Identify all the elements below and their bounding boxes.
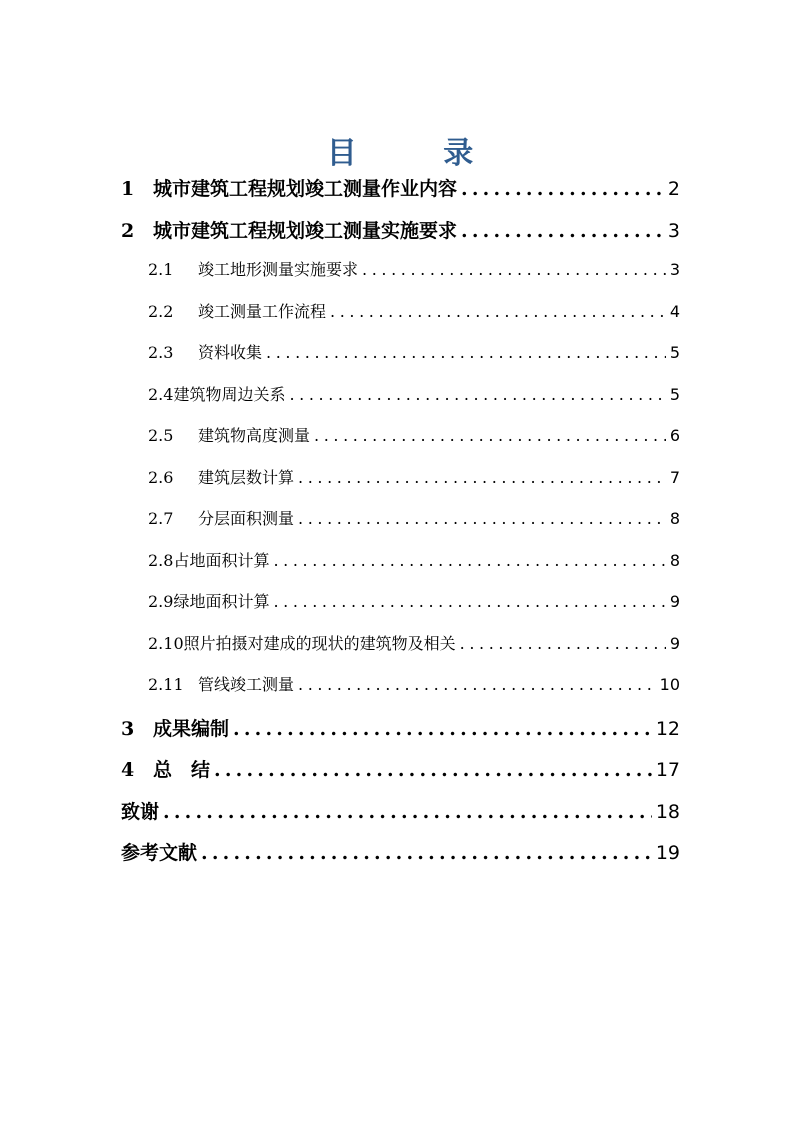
toc-entry[interactable] — [121, 797, 680, 839]
toc-entry-page: 3 — [667, 219, 680, 242]
toc-entry[interactable] — [121, 631, 680, 673]
toc-entry-number: 2.9 — [148, 592, 174, 611]
toc-dot-leader — [214, 759, 652, 781]
toc-entry-title: 城市建筑工程规划竣工测量实施要求 — [153, 219, 458, 242]
toc-entry-number: 2.11 — [148, 675, 184, 694]
toc-entry-title: 竣工测量工作流程 — [198, 301, 327, 321]
toc-entry-title: 建筑层数计算 — [198, 467, 295, 487]
toc-entry-number: 2.10 — [148, 633, 184, 653]
toc-entry-number: 2.2 — [148, 301, 174, 321]
toc-entry[interactable] — [121, 672, 680, 714]
toc-entry-title: 致谢 — [121, 800, 160, 823]
toc-entry-number: 2.3 — [148, 343, 174, 362]
toc-dot-leader — [362, 260, 666, 279]
toc-dot-leader — [201, 842, 652, 864]
toc-dot-leader — [298, 468, 666, 487]
toc-entry[interactable] — [121, 423, 680, 465]
toc-dot-leader — [298, 509, 666, 528]
toc-dot-leader — [461, 220, 664, 242]
toc-entry-number: 2.4 — [148, 384, 174, 404]
toc-entry[interactable] — [121, 589, 680, 631]
toc-entry-number: 2.7 — [148, 509, 174, 528]
toc-entry-title: 成果编制 — [153, 717, 230, 740]
page-title: 目 录 — [326, 136, 512, 171]
toc-entry-page: 8 — [669, 550, 680, 570]
toc-entry-title: 照片拍摄对建成的现状的建筑物及相关 — [183, 633, 456, 653]
toc-entry-title: 竣工地形测量实施要求 — [198, 260, 359, 279]
toc-entry-page: 18 — [655, 800, 680, 823]
toc-entry-page: 8 — [669, 509, 680, 528]
toc-entry-title: 绿地面积计算 — [173, 592, 270, 611]
toc-entry-title: 总 结 — [153, 759, 211, 781]
toc-entry-page: 5 — [669, 384, 680, 404]
toc-entry-number: 2.6 — [148, 467, 174, 487]
toc-dot-leader — [289, 385, 665, 404]
toc-entry-page: 19 — [655, 842, 680, 864]
toc-entry-title: 分层面积测量 — [198, 509, 295, 528]
toc-dot-leader — [273, 551, 665, 570]
toc-entry-number: 2.8 — [148, 550, 174, 570]
toc-dot-leader — [298, 675, 656, 694]
toc-entry-title: 建筑物周边关系 — [173, 384, 286, 404]
toc-entry[interactable] — [121, 257, 680, 299]
toc-entry-page: 9 — [669, 592, 680, 611]
toc-entry-number: 2.1 — [148, 260, 174, 279]
toc-entry-number: 1 — [121, 178, 135, 200]
toc-entry-title: 资料收集 — [198, 343, 263, 362]
toc-entry-number: 3 — [121, 717, 135, 740]
toc-entry-number: 2.5 — [148, 426, 174, 445]
toc-entry-page: 12 — [655, 717, 680, 740]
toc-entry[interactable] — [121, 506, 680, 548]
toc-dot-leader — [314, 426, 666, 445]
toc-dot-leader — [266, 343, 666, 362]
toc-entry-title: 参考文献 — [121, 842, 198, 864]
toc-entry-page: 7 — [669, 467, 680, 487]
toc-entry-page: 5 — [669, 343, 680, 362]
toc-entry[interactable] — [121, 755, 680, 797]
toc-entry-title: 城市建筑工程规划竣工测量作业内容 — [153, 178, 458, 200]
toc-entry-page: 17 — [655, 759, 680, 781]
toc-entry[interactable] — [121, 340, 680, 382]
toc-dot-leader — [273, 592, 665, 611]
toc-dot-leader — [461, 178, 664, 200]
toc-entry-number: 2 — [121, 219, 135, 242]
toc-entry-title: 占地面积计算 — [173, 550, 270, 570]
table-of-contents — [121, 174, 680, 880]
toc-entry[interactable] — [121, 174, 680, 216]
toc-entry[interactable] — [121, 838, 680, 880]
toc-entry[interactable] — [121, 548, 680, 590]
toc-entry[interactable] — [121, 382, 680, 424]
toc-dot-leader — [330, 302, 666, 321]
toc-entry[interactable] — [121, 216, 680, 258]
toc-dot-leader — [163, 801, 652, 823]
toc-dot-leader — [233, 718, 652, 740]
toc-entry-page: 10 — [659, 675, 680, 694]
toc-entry-number: 4 — [121, 759, 135, 781]
toc-entry[interactable] — [121, 465, 680, 507]
toc-entry-page: 6 — [669, 426, 680, 445]
toc-entry-title: 建筑物高度测量 — [198, 426, 311, 445]
toc-entry[interactable] — [121, 299, 680, 341]
toc-entry-page: 3 — [669, 260, 680, 279]
toc-entry-title: 管线竣工测量 — [198, 675, 295, 694]
toc-dot-leader — [460, 634, 666, 653]
toc-entry-page: 4 — [669, 301, 680, 321]
toc-entry[interactable] — [121, 714, 680, 756]
toc-entry-page: 2 — [667, 178, 680, 200]
toc-entry-page: 9 — [669, 633, 680, 653]
